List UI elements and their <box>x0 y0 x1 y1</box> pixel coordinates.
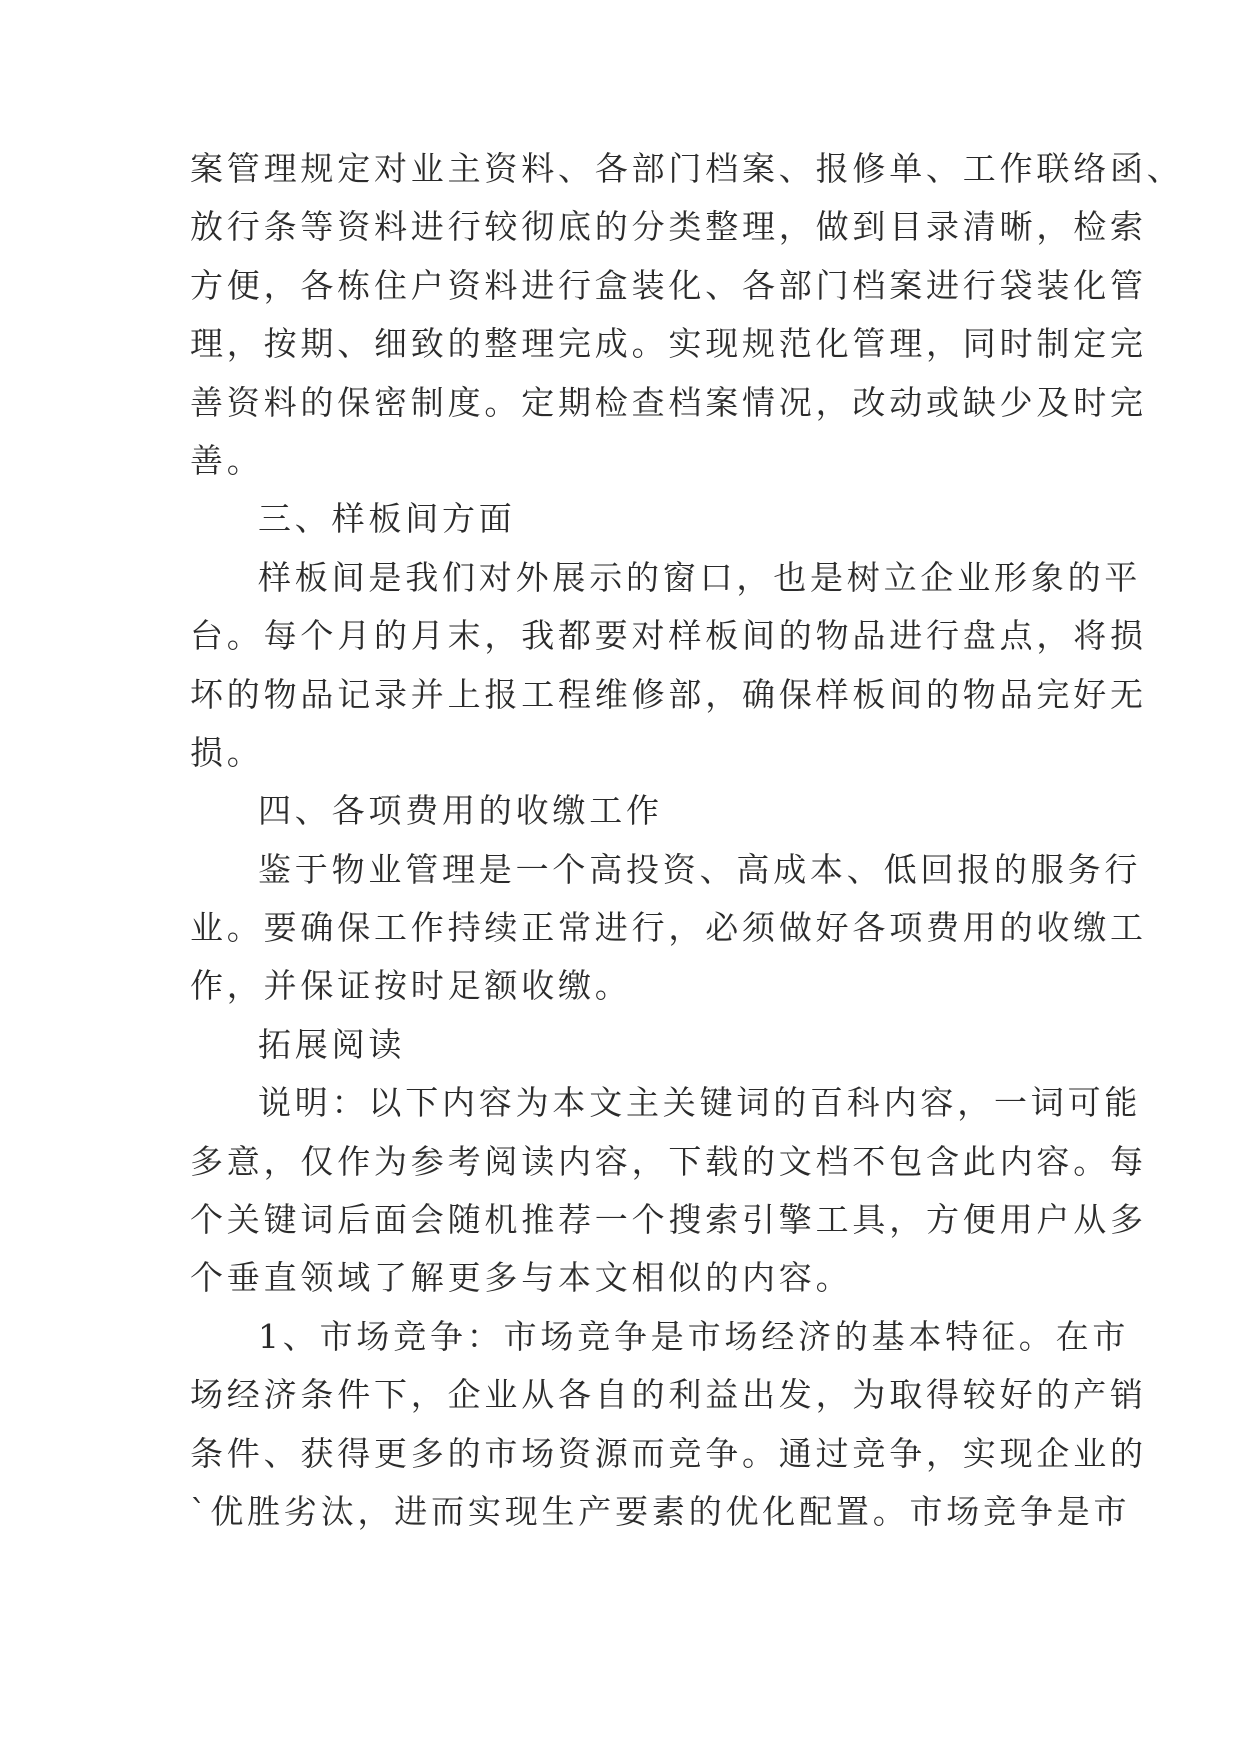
text-line: 多意，仅作为参考阅读内容，下载的文档不包含此内容。每 <box>190 1141 1147 1181</box>
text-line: 善资料的保密制度。定期检查档案情况，改动或缺少及时完 <box>190 382 1147 422</box>
section-heading: 三、样板间方面 <box>258 499 516 539</box>
text-line: 条件、获得更多的市场资源而竞争。通过竞争，实现企业的 <box>190 1433 1147 1473</box>
text-line: 放行条等资料进行较彻底的分类整理，做到目录清晰，检索 <box>190 207 1147 247</box>
text-line: 鉴于物业管理是一个高投资、高成本、低回报的服务行 <box>258 849 1142 889</box>
text-line: 场经济条件下，企业从各自的利益出发，为取得较好的产销 <box>190 1375 1147 1415</box>
text-line: 作，并保证按时足额收缴。 <box>190 966 632 1006</box>
text-line: 方便，各栋住户资料进行盒装化、各部门档案进行袋装化管 <box>190 265 1147 305</box>
text-line: 台。每个月的月末，我都要对样板间的物品进行盘点，将损 <box>190 616 1147 656</box>
text-line: 坏的物品记录并上报工程维修部，确保样板间的物品完好无 <box>190 674 1147 714</box>
text-line: 样板间是我们对外展示的窗口，也是树立企业形象的平 <box>258 557 1142 597</box>
section-heading: 四、各项费用的收缴工作 <box>258 791 663 831</box>
text-line: 理，按期、细致的整理完成。实现规范化管理，同时制定完 <box>190 324 1147 364</box>
text-line: 1、市场竞争：市场竞争是市场经济的基本特征。在市 <box>258 1316 1130 1356</box>
text-line: 案管理规定对业主资料、各部门档案、报修单、工作联络函、 <box>190 149 1184 188</box>
document-body <box>190 140 1184 1541</box>
section-heading: 拓展阅读 <box>258 1024 406 1064</box>
text-line: 损。 <box>190 732 264 772</box>
text-line: 善。 <box>190 440 264 480</box>
text-line: 个垂直领域了解更多与本文相似的内容。 <box>190 1258 853 1298</box>
text-line: 个关键词后面会随机推荐一个搜索引擎工具，方便用户从多 <box>190 1200 1147 1240</box>
text-line: 说明：以下内容为本文主关键词的百科内容，一词可能 <box>258 1083 1142 1123</box>
text-line: 业。要确保工作持续正常进行，必须做好各项费用的收缴工 <box>190 908 1147 948</box>
text-line: `优胜劣汰，进而实现生产要素的优化配置。市场竞争是市 <box>190 1491 1131 1531</box>
